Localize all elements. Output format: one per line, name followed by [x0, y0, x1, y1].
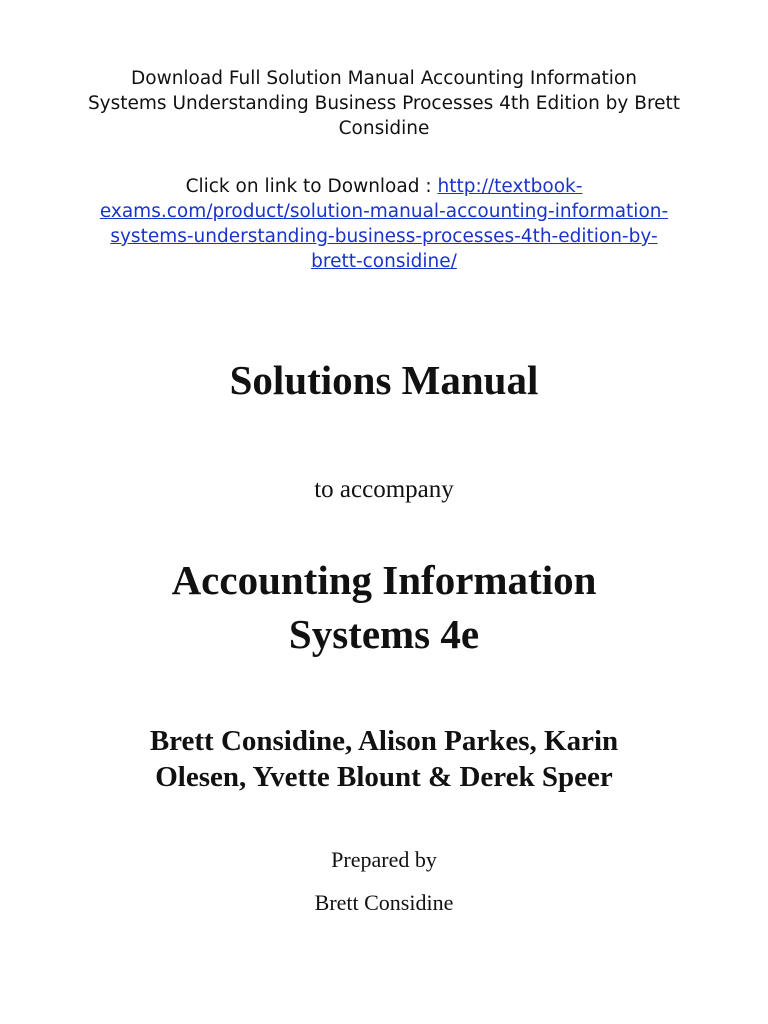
book-title-line-1: Accounting Information: [171, 557, 597, 603]
authors-line-2: Olesen, Yvette Blount & Derek Speer: [155, 761, 613, 793]
download-link-paragraph: [40, 174, 728, 274]
download-heading-line-1: Download Full Solution Manual Accounting Information: [131, 68, 637, 89]
document-title: Solutions Manual: [229, 357, 539, 403]
download-link-line-3[interactable]: systems-understanding-business-processes-4th-edition-by-: [110, 226, 658, 247]
download-link-line-4[interactable]: brett-considine/: [311, 251, 457, 272]
download-heading-line-3: Considine: [338, 118, 430, 139]
book-title-line-2: Systems 4e: [288, 611, 480, 657]
book-title: [0, 553, 768, 661]
download-link-prefix: Click on link to Download :: [185, 176, 438, 197]
authors-line-1: Brett Considine, Alison Parkes, Karin: [149, 725, 619, 757]
download-link-line-1[interactable]: http://textbook-: [437, 176, 583, 197]
download-link-line-2[interactable]: exams.com/product/solution-manual-accounting-information-: [99, 201, 669, 222]
prepared-by-label: Prepared by: [331, 847, 437, 872]
download-heading: [40, 66, 728, 141]
document-subtitle: to accompany: [314, 476, 454, 503]
authors: [0, 723, 768, 795]
download-heading-line-2: Systems Understanding Business Processes 4th Edition by Brett: [87, 93, 681, 114]
preparer-name: Brett Considine: [314, 890, 454, 915]
